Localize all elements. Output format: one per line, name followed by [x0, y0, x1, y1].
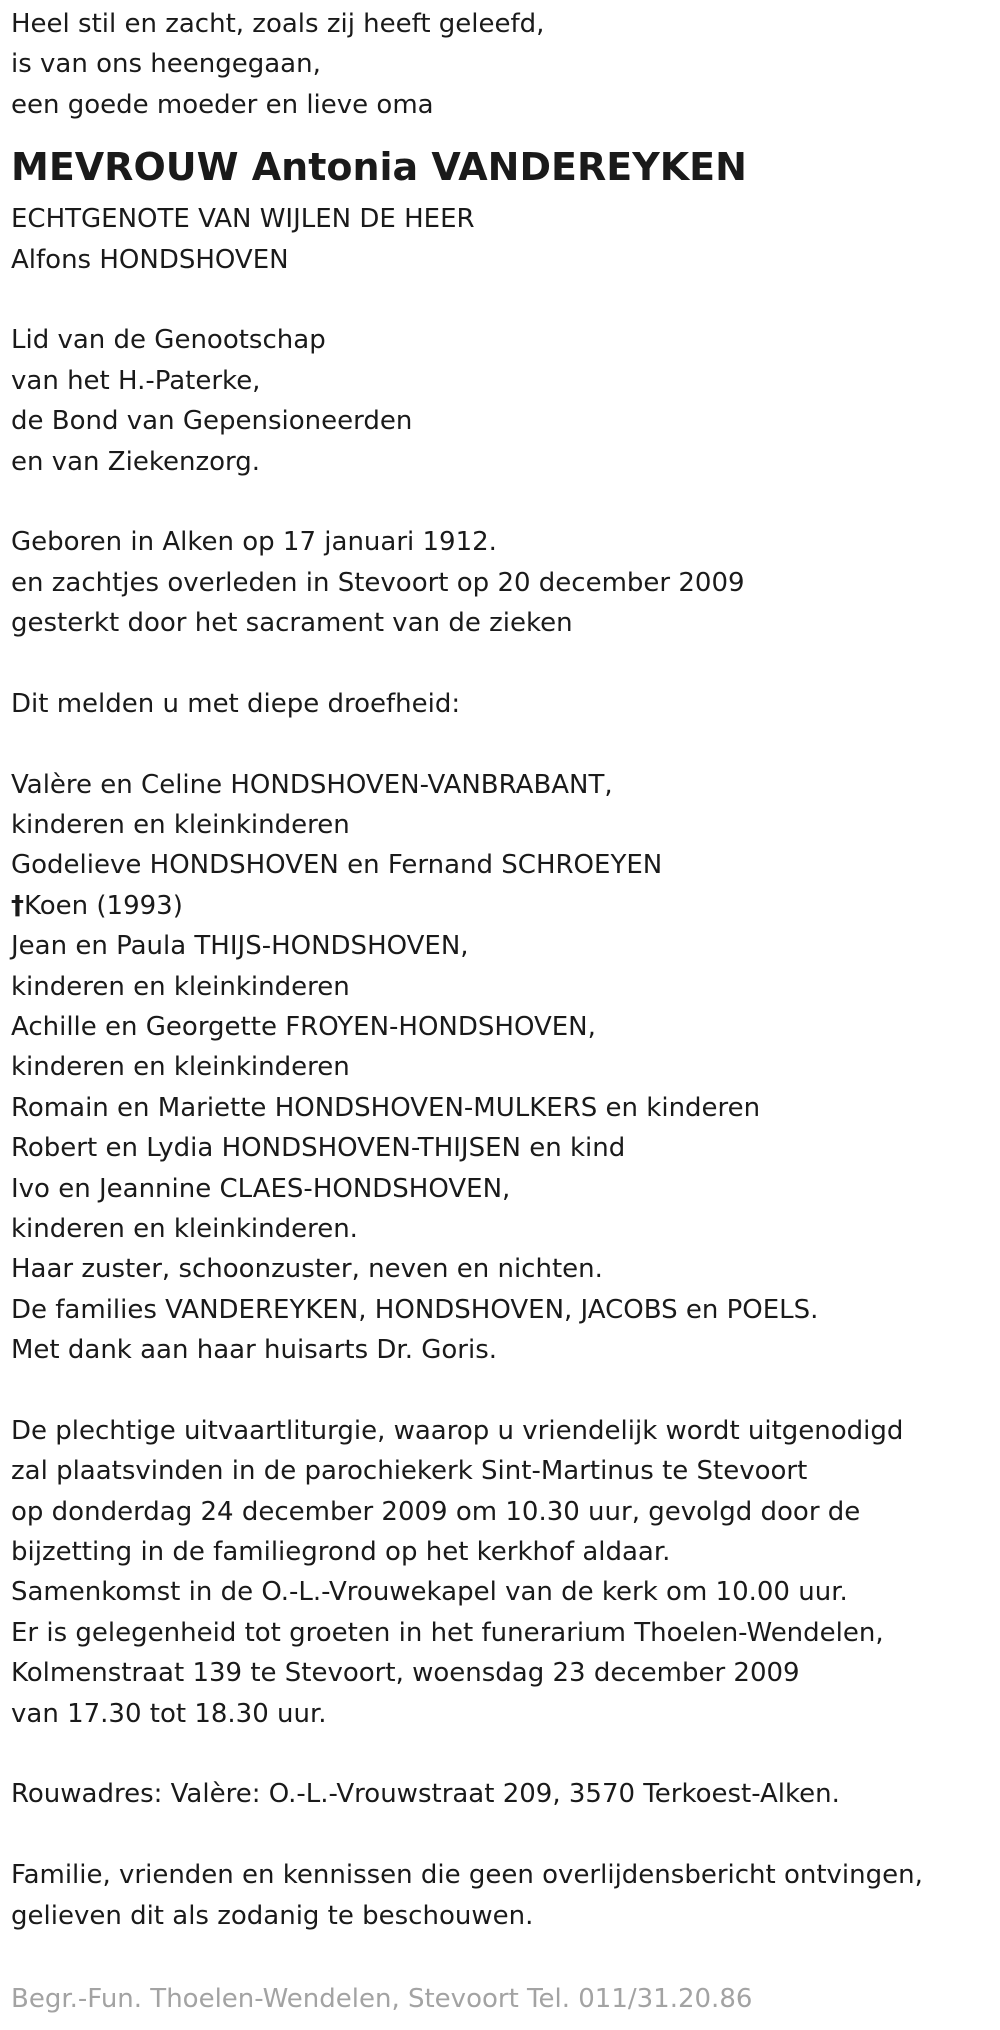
family-line: kinderen en kleinkinderen — [11, 971, 350, 1002]
family-line: kinderen en kleinkinderen. — [11, 1213, 358, 1244]
mourning-address: Rouwadres: Valère: O.-L.-Vrouwstraat 209, 3570 Terkoest-Alken. — [11, 1779, 840, 1810]
closing-section — [11, 1855, 986, 1936]
funeral-line: bijzetting in de familiegrond op het kerkhof aldaar. — [11, 1537, 671, 1568]
closing-line: Familie, vrienden en kennissen die geen overlijdensbericht ontvingen, — [11, 1860, 923, 1891]
funeral-line: Kolmenstraat 139 te Stevoort, woensdag 23 december 2009 — [11, 1658, 800, 1689]
funeral-line: Samenkomst in de O.-L.-Vrouwekapel van de kerk om 10.00 uur. — [11, 1577, 848, 1608]
family-line: Romain en Mariette HONDSHOVEN-MULKERS en kinderen — [11, 1092, 761, 1123]
family-line: Ivo en Jeannine CLAES-HONDSHOVEN, — [11, 1173, 511, 1204]
membership-line: de Bond van Gepensioneerden — [11, 406, 413, 437]
family-line: Valère en Celine HONDSHOVEN-VANBRABANT, — [11, 769, 613, 800]
spacer — [11, 482, 986, 522]
membership-line: van het H.-Paterke, — [11, 365, 261, 396]
spouse-name: Alfons HONDSHOVEN — [11, 244, 289, 275]
funeral-line: Er is gelegenheid tot groeten in het funerarium Thoelen-Wendelen, — [11, 1617, 884, 1648]
membership-section — [11, 320, 986, 482]
intro-line: een goede moeder en lieve oma — [11, 89, 434, 120]
obituary-notice — [11, 4, 986, 1936]
announcement-line: Dit melden u met diepe droefheid: — [11, 688, 461, 719]
family-line: kinderen en kleinkinderen — [11, 810, 350, 841]
intro-line: Heel stil en zacht, zoals zij heeft geleefd, — [11, 9, 545, 39]
spacer — [11, 1815, 986, 1855]
family-line-deceased-grandchild — [11, 886, 986, 926]
spacer — [11, 724, 986, 764]
deceased-section — [11, 145, 986, 280]
funeral-home-footer: Begr.-Fun. Thoelen-Wendelen, Stevoort Tel. 011/31.20.86 — [11, 1984, 753, 2014]
spacer — [11, 280, 986, 320]
death-line: en zachtjes overleden in Stevoort op 20 december 2009 — [11, 567, 745, 598]
sacrament-line: gesterkt door het sacrament van de zieken — [11, 608, 573, 639]
spacer — [11, 643, 986, 683]
family-line: Met dank aan haar huisarts Dr. Goris. — [11, 1335, 498, 1366]
spacer — [11, 1371, 986, 1411]
family-line-text: Koen (1993) — [24, 890, 183, 921]
family-section — [11, 765, 986, 1371]
membership-line: Lid van de Genootschap — [11, 325, 326, 356]
intro-section — [11, 4, 986, 125]
family-line: De families VANDEREYKEN, HONDSHOVEN, JACOBS en POELS. — [11, 1294, 819, 1325]
closing-line: gelieven dit als zodanig te beschouwen. — [11, 1900, 534, 1931]
family-line: Achille en Georgette FROYEN-HONDSHOVEN, — [11, 1011, 596, 1042]
dates-section — [11, 522, 986, 643]
family-line: Godelieve HONDSHOVEN en Fernand SCHROEYEN — [11, 850, 663, 881]
intro-line: is van ons heengegaan, — [11, 49, 321, 80]
spacer — [11, 1734, 986, 1774]
birth-line: Geboren in Alken op 17 januari 1912. — [11, 527, 497, 558]
deceased-name: MEVROUW Antonia VANDEREYKEN — [11, 145, 747, 190]
funeral-line: zal plaatsvinden in de parochiekerk Sint-Martinus te Stevoort — [11, 1456, 808, 1487]
membership-line: en van Ziekenzorg. — [11, 446, 260, 477]
family-line: Haar zuster, schoonzuster, neven en nichten. — [11, 1254, 603, 1285]
funeral-line: van 17.30 tot 18.30 uur. — [11, 1698, 327, 1729]
funeral-section — [11, 1411, 986, 1734]
family-line: kinderen en kleinkinderen — [11, 1052, 350, 1083]
funeral-line: De plechtige uitvaartliturgie, waarop u vriendelijk wordt uitgenodigd — [11, 1415, 904, 1446]
family-line: Robert en Lydia HONDSHOVEN-THIJSEN en kind — [11, 1133, 626, 1164]
funeral-line: op donderdag 24 december 2009 om 10.30 uur, gevolgd door de — [11, 1496, 861, 1527]
cross-icon: † — [11, 890, 24, 921]
family-line: Jean en Paula THIJS-HONDSHOVEN, — [11, 931, 469, 962]
spouse-line: ECHTGENOTE VAN WIJLEN DE HEER — [11, 204, 475, 235]
